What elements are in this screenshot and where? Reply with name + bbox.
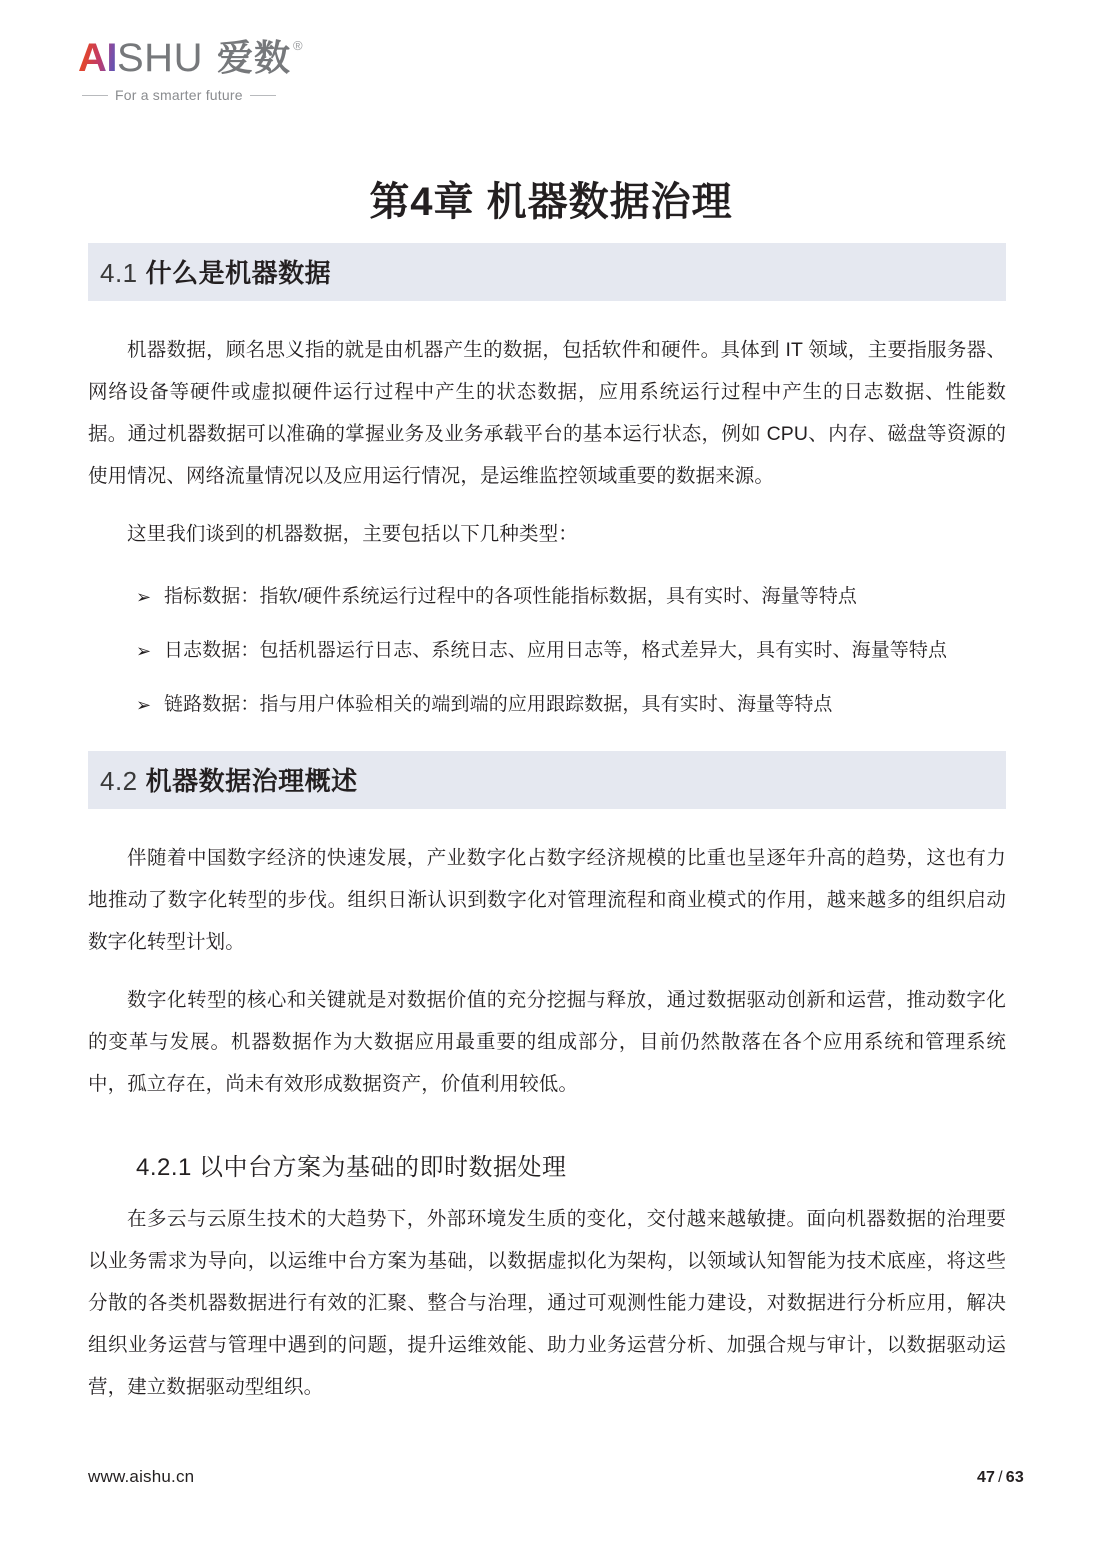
paragraph-4: 数字化转型的核心和关键就是对数据价值的充分挖掘与释放，通过数据驱动创新和运营，推动数字化的变革与发展。机器数据作为大数据应用最重要的组成部分，目前仍然散落在各个应用系统和管理系统中，孤立存在，尚未有效形成数据资产，价值利用较低。 [88, 989, 1006, 1095]
total-page-number: 63 [1005, 1469, 1024, 1486]
page-separator: / [998, 1469, 1003, 1486]
machine-data-type-list [88, 577, 1006, 725]
logo-wordmark [78, 38, 338, 78]
logo-chinese-text: 爱数 [216, 37, 291, 78]
subsection-heading-4-2-1: 4.2.1 以中台方案为基础的即时数据处理 [136, 1154, 567, 1181]
tagline-rule-left [82, 95, 108, 96]
list-item-label: 日志数据：包括机器运行日志、系统日志、应用日志等，格式差异大，具有实时、海量等特点 [164, 640, 948, 661]
section-number: 4.1 [100, 258, 138, 288]
page-footer [88, 1467, 1024, 1487]
tagline-rule-right [250, 95, 276, 96]
section-title: 机器数据治理概述 [145, 766, 358, 796]
page-number [977, 1469, 1024, 1487]
section-number: 4.2 [100, 766, 138, 796]
logo-tagline [82, 87, 338, 103]
section-heading-4-2 [88, 751, 1006, 809]
registered-trademark-icon: ® [292, 38, 303, 53]
section-title: 什么是机器数据 [145, 258, 332, 288]
footer-website: www.aishu.cn [88, 1467, 195, 1486]
paragraph-3: 伴随着中国数字经济的快速发展，产业数字化占数字经济规模的比重也呈逐年升高的趋势，这也有力地推动了数字化转型的步伐。组织日渐认识到数字化对管理流程和商业模式的作用，越来越多的组织启动数字化转型计划。 [88, 847, 1006, 953]
tagline-text: For a smarter future [115, 87, 243, 103]
list-item [88, 577, 1006, 617]
bullet-arrow-icon: ➢ [136, 641, 152, 661]
paragraph-2: 这里我们谈到的机器数据，主要包括以下几种类型： [127, 523, 578, 545]
section-heading-4-1 [88, 243, 1006, 301]
aishu-logo [78, 38, 338, 103]
bullet-arrow-icon: ➢ [136, 695, 152, 715]
page-title: 第4章 机器数据治理 [369, 179, 733, 224]
logo-shu-text: SHU [117, 36, 203, 80]
current-page-number: 47 [976, 1469, 996, 1486]
logo-ai-text: AI [78, 36, 117, 80]
paragraph-1: 机器数据，顾名思义指的就是由机器产生的数据，包括软件和硬件。具体到 IT 领域，主要指服务器、网络设备等硬件或虚拟硬件运行过程中产生的状态数据，应用系统运行过程中产生的日志数据、性能数据。通过机器数据可以准确的掌握业务及业务承载平台的基本运行状态，例如 CPU、内存、磁盘等资源的使用情况、网络流量情况以及应用运行情况，是运维监控领域重要的数据来源。 [88, 339, 1006, 487]
list-item-label: 指标数据：指软/硬件系统运行过程中的各项性能指标数据，具有实时、海量等特点 [164, 586, 857, 607]
bullet-arrow-icon: ➢ [136, 587, 152, 607]
list-item [88, 685, 1006, 725]
document-content [88, 243, 1006, 1408]
paragraph-5: 在多云与云原生技术的大趋势下，外部环境发生质的变化，交付越来越敏捷。面向机器数据的治理要以业务需求为导向，以运维中台方案为基础，以数据虚拟化为架构，以领域认知智能为技术底座，将这些分散的各类机器数据进行有效的汇聚、整合与治理，通过可观测性能力建设，对数据进行分析应用，解决组织业务运营与管理中遇到的问题，提升运维效能、助力业务运营分析、加强合规与审计，以数据驱动运营，建立数据驱动型组织。 [88, 1208, 1006, 1398]
list-item-label: 链路数据：指与用户体验相关的端到端的应用跟踪数据，具有实时、海量等特点 [164, 694, 833, 715]
list-item [88, 631, 1006, 671]
